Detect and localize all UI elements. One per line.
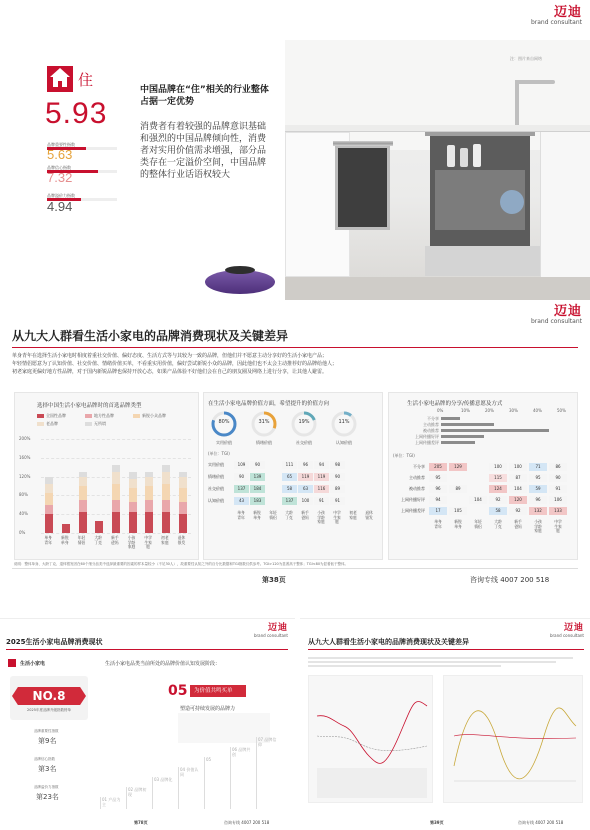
house-icon bbox=[8, 659, 16, 667]
table-cell: 89 bbox=[449, 485, 467, 493]
category-tag: 生活小家电 bbox=[20, 661, 46, 667]
brand-logo-cn: 迈迪 bbox=[553, 304, 582, 319]
table-cell bbox=[266, 485, 281, 493]
table-cell: 90 bbox=[330, 473, 345, 481]
bar-label: 主动推荐 bbox=[423, 422, 439, 427]
table-cell: 104 bbox=[509, 485, 527, 493]
brand-logo-left bbox=[238, 623, 288, 638]
brand-logo-cn: 迈迪 bbox=[563, 623, 584, 633]
table-cell: 87 bbox=[509, 474, 527, 482]
x-tick-label: 0% bbox=[437, 408, 444, 413]
bar-label: 被动推荐 bbox=[423, 428, 439, 433]
table-cell: 17 bbox=[429, 507, 447, 515]
legend-label: 老品牌 bbox=[46, 421, 58, 426]
table-cell: 100 bbox=[489, 463, 507, 471]
stacked-bar-segment bbox=[45, 484, 53, 493]
table-cell: 91 bbox=[330, 497, 345, 505]
category-label: 新手爸妈 bbox=[111, 535, 119, 545]
stacked-bar-segment bbox=[145, 512, 153, 533]
table-cell: 92 bbox=[489, 496, 507, 504]
table-cell: 139 bbox=[250, 473, 265, 481]
donut-value: 80% bbox=[218, 419, 230, 425]
column-label: 新手爸妈 bbox=[514, 519, 522, 529]
brand-logo-right bbox=[532, 623, 584, 638]
house-icon-door bbox=[58, 81, 62, 87]
rank-metric-value: 第9名 bbox=[38, 737, 57, 745]
x-tick-label: 20% bbox=[485, 408, 494, 413]
page38-hotline: 咨询专线 4007 200 518 bbox=[470, 576, 550, 584]
bar-label: 上网传播好评 bbox=[415, 434, 439, 439]
brand-logo-cn: 迈迪 bbox=[553, 5, 582, 20]
stacked-bar-segment bbox=[179, 502, 187, 514]
page38-footnote: 说明：整体单身、大龄丁克、退休银发因在60个细分品类中选择最重要的因素的样本量较小（不足30人），故重要性认知之外的百分比数据和TGI指数仅供参考。TGI>120为显著高于整体；TGI<80为显著低于整体。 bbox=[14, 562, 349, 566]
gridline bbox=[41, 439, 191, 440]
gridline bbox=[41, 458, 191, 459]
legend-label: 新锐小众品牌 bbox=[142, 413, 166, 418]
chart1-plot bbox=[15, 393, 200, 561]
table-cell: 119 bbox=[298, 473, 313, 481]
x-tick-label: 40% bbox=[533, 408, 542, 413]
table-cell bbox=[469, 485, 487, 493]
page-right-intro bbox=[308, 655, 584, 671]
table-cell bbox=[449, 496, 467, 504]
table-row-label: 情绪价值 bbox=[208, 474, 224, 479]
table-cell: 183 bbox=[250, 497, 265, 505]
stacked-bar-segment bbox=[79, 486, 87, 500]
brand-logo-en: brand consultant bbox=[253, 633, 288, 638]
stage-step-line bbox=[204, 757, 228, 809]
stacked-bar-segment bbox=[145, 486, 153, 500]
horizontal-bar bbox=[441, 423, 494, 426]
x-tick-label: 30% bbox=[509, 408, 518, 413]
bar-label: 上网传播差评 bbox=[415, 440, 439, 445]
column-label: 小孩学龄家庭 bbox=[534, 519, 542, 533]
table-cell bbox=[469, 463, 487, 471]
metric-label-importance: 品牌重要性指数 bbox=[47, 142, 75, 147]
table-cell: 90 bbox=[250, 461, 265, 469]
table-cell: 205 bbox=[429, 463, 447, 471]
column-label: 年轻情侣 bbox=[269, 510, 277, 520]
y-tick-label: 0% bbox=[19, 530, 26, 535]
stacked-bar-segment bbox=[162, 472, 170, 484]
hero-title: 中国品牌在“住”相关的行业整体占据一定优势 bbox=[140, 85, 269, 107]
metric-label-confidence: 品牌信心指数 bbox=[47, 165, 71, 170]
horizontal-bar bbox=[441, 429, 549, 432]
chart3-panel bbox=[388, 392, 578, 560]
table-cell: 104 bbox=[469, 496, 487, 504]
metric-label-premium: 品牌溢价力指数 bbox=[47, 193, 75, 198]
table-cell bbox=[362, 485, 377, 493]
chart3-title: 生活小家电品牌的分享/传播意愿及方式 bbox=[407, 401, 503, 407]
donut-label: 实用价值 bbox=[216, 440, 232, 445]
x-tick-label: 50% bbox=[557, 408, 566, 413]
table-cell: 96 bbox=[429, 485, 447, 493]
chart1-panel bbox=[14, 392, 199, 560]
stacked-bar-segment bbox=[45, 514, 53, 533]
page-right-rule bbox=[308, 649, 584, 650]
table-cell: 132 bbox=[529, 507, 547, 515]
category-label: 中学生家庭 bbox=[144, 535, 152, 549]
table-cell: 105 bbox=[449, 507, 467, 515]
page38-footer-rule bbox=[12, 568, 578, 569]
stacked-bar-segment bbox=[79, 477, 87, 486]
rank-number: NO.8 bbox=[32, 689, 66, 703]
stacked-bar-segment bbox=[129, 472, 137, 479]
table-cell: 96 bbox=[529, 496, 547, 504]
table-cell: 63 bbox=[298, 485, 313, 493]
column-label: 初老家庭 bbox=[349, 510, 357, 520]
legend-label: 地方性品牌 bbox=[94, 413, 114, 418]
trend-line-chart bbox=[444, 676, 584, 804]
table-cell: 90 bbox=[234, 473, 249, 481]
table-cell bbox=[346, 461, 361, 469]
bar-label: 不分享 bbox=[427, 416, 439, 421]
table-cell: 137 bbox=[234, 485, 249, 493]
rank-metric-value: 第23名 bbox=[36, 793, 59, 801]
table-cell: 71 bbox=[529, 463, 547, 471]
donut-label: 情绪价值 bbox=[256, 440, 272, 445]
stacked-bar-segment bbox=[45, 493, 53, 505]
stacked-bar-segment bbox=[45, 505, 53, 514]
stage-number: 05 bbox=[168, 683, 188, 699]
category-label: 初老家庭 bbox=[161, 535, 169, 545]
metric-value-confidence: 7.32 bbox=[47, 170, 73, 185]
page-left bbox=[0, 618, 295, 830]
chart2-title: 在生活小家电品牌价值方面，希望提升的价值方向 bbox=[208, 401, 330, 407]
page-right-hotline: 咨询专线 4007 200 518 bbox=[518, 820, 564, 825]
y-tick-label: 120% bbox=[19, 473, 31, 479]
table-cell: 98 bbox=[330, 461, 345, 469]
column-label: 新手爸妈 bbox=[301, 510, 309, 520]
stacked-bar-segment bbox=[179, 514, 187, 533]
table-cell: 94 bbox=[429, 496, 447, 504]
rank-metric-label: 品牌重要性指数 bbox=[34, 729, 59, 733]
table-cell: 65 bbox=[282, 473, 297, 481]
table-cell: 129 bbox=[449, 463, 467, 471]
y-tick-label: 200% bbox=[19, 436, 31, 441]
stacked-bar-segment bbox=[62, 524, 70, 533]
table-cell: 106 bbox=[549, 496, 567, 504]
stage-step: 05 bbox=[206, 757, 212, 762]
table-row-label: 主动推荐 bbox=[409, 475, 425, 480]
stacked-bar-segment bbox=[145, 500, 153, 512]
table-cell: 59 bbox=[529, 485, 547, 493]
table-cell: 91 bbox=[549, 485, 567, 493]
stacked-bar-segment bbox=[179, 477, 187, 489]
stage-step: 07 品牌信仰 bbox=[258, 737, 277, 747]
table-cell bbox=[346, 497, 361, 505]
stacked-bar-segment bbox=[162, 465, 170, 472]
table-cell bbox=[346, 485, 361, 493]
table-row-label: 社交价值 bbox=[208, 486, 224, 491]
table-cell bbox=[346, 473, 361, 481]
table-cell bbox=[266, 461, 281, 469]
category-label: 年轻情侣 bbox=[77, 535, 86, 545]
stage-step: 06 品牌共创 bbox=[232, 747, 251, 757]
chart2-panel bbox=[203, 392, 383, 560]
brand-logo-cn: 迈迪 bbox=[267, 623, 288, 633]
page38-intro bbox=[12, 352, 582, 376]
stacked-bar-segment bbox=[179, 488, 187, 502]
chart3-unit: (单位：TGI) bbox=[393, 453, 415, 458]
column-label: 单身青年 bbox=[434, 519, 442, 529]
table-row-label: 被动推荐 bbox=[409, 486, 425, 491]
stacked-bar-segment bbox=[179, 472, 187, 477]
category-label: 住 bbox=[78, 71, 94, 89]
stage-step: 02 品牌初现 bbox=[128, 787, 147, 797]
donut-label: 认知价值 bbox=[336, 440, 352, 445]
horizontal-bar bbox=[441, 435, 484, 438]
horizontal-bar bbox=[441, 441, 475, 444]
stacked-bar-segment bbox=[79, 500, 87, 512]
intro-line: 年轻情侣愿意为了认知价值、社交价值、情绪价值买单，不看重实用价值，偏好尝试新锐小众的品牌，因此他们也不太会主动推荐好的品牌给他人； bbox=[12, 361, 338, 367]
page-left-hotline: 咨询专线 4007 200 518 bbox=[224, 820, 270, 825]
table-cell: 115 bbox=[489, 474, 507, 482]
stage-step-line bbox=[256, 737, 280, 809]
table-cell: 124 bbox=[489, 485, 507, 493]
stage-step: 03 品牌化 bbox=[154, 777, 173, 782]
table-cell: 95 bbox=[529, 474, 547, 482]
brand-logo-en: brand consultant bbox=[530, 318, 582, 325]
rank-metric-value: 第3名 bbox=[38, 765, 57, 773]
page-right bbox=[300, 618, 590, 830]
stacked-bar-segment bbox=[129, 488, 137, 502]
house-icon-roof bbox=[50, 68, 70, 77]
stacked-bar-segment bbox=[145, 477, 153, 486]
column-label: 中学生家庭 bbox=[554, 519, 562, 533]
category-label: 退休银发 bbox=[177, 535, 186, 545]
intro-line: 初老家庭更偏好地方性品牌，对于国内新锐品牌也保持开放心态，如果产品体验不好他们会在自己的朋友圈及网络上进行分享，让其他人避雷。 bbox=[12, 369, 328, 375]
table-cell: 120 bbox=[509, 496, 527, 504]
stage-name: 为价值共鸣买单 bbox=[190, 685, 246, 697]
stage-title: 生活小家电品类当前所处的品牌价值认知发展阶段： bbox=[105, 661, 221, 667]
table-cell bbox=[266, 497, 281, 505]
column-label: 中学生家庭 bbox=[333, 510, 341, 524]
stacked-bar-segment bbox=[79, 512, 87, 533]
rank-metric-label: 品牌溢价力指数 bbox=[34, 785, 59, 789]
stacked-bar-segment bbox=[129, 512, 137, 533]
photo-note: 注：图片来自网络 bbox=[510, 56, 542, 61]
page-left-page-number: 第78页 bbox=[134, 820, 148, 825]
stacked-bar-segment bbox=[112, 472, 120, 484]
kitchen-photo bbox=[285, 40, 590, 300]
page-right-chart-right bbox=[443, 675, 583, 803]
table-row-label: 上网传播差评 bbox=[401, 508, 425, 513]
stacked-bar-segment bbox=[129, 502, 137, 511]
stage-step: 01 产品为主 bbox=[102, 797, 121, 807]
legend-label: 无所谓 bbox=[94, 421, 106, 426]
table-row-label: 不分享 bbox=[413, 464, 425, 469]
y-tick-label: 160% bbox=[19, 454, 31, 460]
table-cell: 96 bbox=[298, 461, 313, 469]
metric-value-importance: 5.63 bbox=[47, 147, 73, 162]
page-right-chart-left bbox=[308, 675, 433, 803]
table-cell: 89 bbox=[330, 485, 345, 493]
brand-logo-en: brand consultant bbox=[549, 633, 584, 638]
chart2-unit: (单位：TGI) bbox=[208, 451, 230, 456]
column-label: 单身青年 bbox=[237, 510, 245, 520]
stacked-bar-segment bbox=[145, 472, 153, 477]
table-cell: 133 bbox=[549, 507, 567, 515]
stacked-bar-segment bbox=[45, 477, 53, 484]
column-label: 年轻情侣 bbox=[474, 519, 482, 529]
column-label: 新锐单身 bbox=[454, 519, 462, 529]
table-cell: 43 bbox=[234, 497, 249, 505]
donut-value: 19% bbox=[298, 419, 310, 425]
stacked-bar-segment bbox=[129, 479, 137, 488]
page-right-title: 从九大人群看生活小家电的品牌消费现状及关键差异 bbox=[308, 638, 469, 646]
table-cell bbox=[469, 507, 487, 515]
table-cell: 100 bbox=[298, 497, 313, 505]
rank-subtitle: 2025年度品牌升级指数榜单 bbox=[27, 708, 71, 712]
stacked-bar-segment bbox=[79, 472, 87, 477]
table-row-label: 上网传播好评 bbox=[401, 497, 425, 502]
table-cell: 91 bbox=[314, 497, 329, 505]
x-tick-label: 10% bbox=[461, 408, 470, 413]
table-row-label: 实用价值 bbox=[208, 462, 224, 467]
category-label: 新锐单身 bbox=[61, 535, 69, 545]
page-right-page-number: 第39页 bbox=[430, 820, 444, 825]
column-label: 退休银发 bbox=[365, 510, 373, 520]
category-label: 单身青年 bbox=[44, 535, 52, 545]
stacked-bar-segment bbox=[112, 484, 120, 500]
table-cell: 58 bbox=[489, 507, 507, 515]
rank-metric-label: 品牌信心指数 bbox=[34, 757, 55, 761]
stacked-bar-segment bbox=[112, 500, 120, 512]
stage-desc: 塑造可持续发展的品牌力 bbox=[180, 706, 236, 712]
table-cell: 94 bbox=[314, 461, 329, 469]
table-cell: 109 bbox=[234, 461, 249, 469]
table-cell: 95 bbox=[429, 474, 447, 482]
donut-value: 31% bbox=[258, 419, 270, 425]
trend-line-chart bbox=[309, 676, 434, 804]
brand-logo bbox=[520, 6, 582, 27]
page38-page-number: 第38页 bbox=[262, 576, 286, 584]
brand-logo-p38 bbox=[520, 305, 582, 326]
table-cell: 58 bbox=[282, 485, 297, 493]
table-cell: 90 bbox=[549, 474, 567, 482]
table-cell bbox=[449, 474, 467, 482]
table-cell bbox=[362, 473, 377, 481]
stacked-bar-segment bbox=[162, 512, 170, 533]
table-cell: 86 bbox=[549, 463, 567, 471]
stacked-bar-segment bbox=[162, 484, 170, 500]
page38-title-rule bbox=[12, 347, 578, 348]
intro-line: 单身青年在选择生活小家电时相度着重社交价值、偏好态度、生活方式等与其较为一致的品牌，但他们并不愿意主动分享好的生活小家电产品； bbox=[12, 353, 328, 359]
stacked-bar-segment bbox=[162, 500, 170, 512]
overall-score: 5.93 bbox=[45, 97, 108, 130]
page38-title: 从九大人群看生活小家电的品牌消费现状及关键差异 bbox=[12, 329, 289, 343]
category-label: 小孩学龄家庭 bbox=[127, 535, 136, 549]
table-row-label: 认知价值 bbox=[208, 498, 224, 503]
stacked-bar-segment bbox=[112, 465, 120, 472]
table-cell: 119 bbox=[314, 473, 329, 481]
donut-label: 社交价值 bbox=[296, 440, 312, 445]
y-tick-label: 80% bbox=[19, 492, 28, 498]
table-cell: 137 bbox=[282, 497, 297, 505]
donut-value: 11% bbox=[338, 419, 350, 425]
robot-vacuum-top bbox=[225, 266, 255, 274]
column-label: 新锐单身 bbox=[253, 510, 261, 520]
table-cell: 184 bbox=[250, 485, 265, 493]
table-cell bbox=[362, 497, 377, 505]
page-left-rule bbox=[6, 649, 288, 650]
table-cell: 92 bbox=[509, 507, 527, 515]
y-tick-label: 40% bbox=[19, 511, 28, 517]
stacked-bar-segment bbox=[112, 512, 120, 533]
table-cell: 100 bbox=[509, 463, 527, 471]
category-label: 大龄丁克 bbox=[94, 535, 102, 545]
column-label: 大龄丁克 bbox=[494, 519, 502, 529]
horizontal-bar bbox=[441, 417, 460, 420]
legend-label: 全国性品牌 bbox=[46, 413, 66, 418]
column-label: 小孩学龄家庭 bbox=[317, 510, 325, 524]
column-label: 大龄丁克 bbox=[285, 510, 293, 520]
metric-value-premium: 4.94 bbox=[47, 199, 73, 214]
table-cell bbox=[362, 461, 377, 469]
table-cell: 111 bbox=[282, 461, 297, 469]
stacked-bar-segment bbox=[95, 521, 103, 533]
brand-logo-en: brand consultant bbox=[530, 19, 582, 26]
gridline bbox=[41, 533, 191, 534]
table-cell bbox=[469, 474, 487, 482]
table-cell: 116 bbox=[314, 485, 329, 493]
chart1-title: 选择中国生活小家电品牌时的首选品牌类型 bbox=[37, 403, 142, 409]
stage-step: 04 价值认同 bbox=[180, 767, 199, 777]
page-left-title: 2025生活小家电品牌消费现状 bbox=[6, 638, 103, 646]
hero-body: 消费者有着较强的品牌意识基础和强烈的中国品牌倾向性，消费者对实用价值需求增强，部分品类存在一定溢价空间，中国品牌的整体行业话语权较大 bbox=[140, 122, 267, 180]
table-cell bbox=[266, 473, 281, 481]
